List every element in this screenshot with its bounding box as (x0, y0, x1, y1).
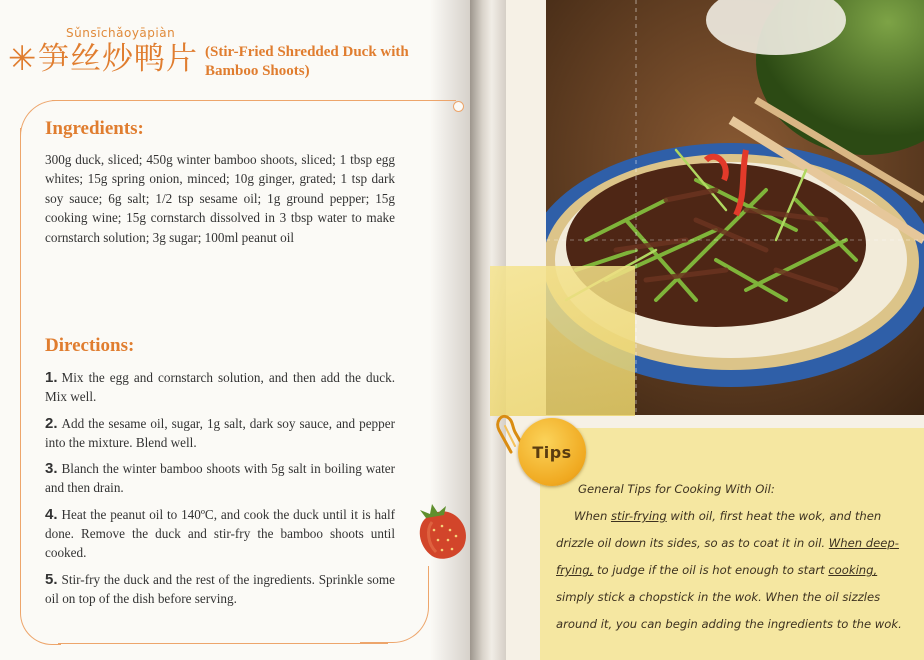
step-number: 2. (45, 414, 58, 432)
tips-text (556, 476, 912, 638)
step-number: 4. (45, 505, 58, 523)
recipe-title-english: (Stir-Fried Shredded Duck with Bamboo Shoots) (205, 44, 409, 79)
step-text: Mix the egg and cornstarch solution, and then add the duck. Mix well. (45, 370, 395, 405)
step-text: Stir-fry the duck and the rest of the ingredients. Sprinkle some oil on top of the dish before serving. (45, 571, 395, 606)
direction-step (45, 459, 395, 498)
step-number: 3. (45, 460, 58, 478)
direction-step (45, 414, 395, 453)
frame-bottom-line (58, 643, 388, 644)
tips-paragraph-2 (556, 536, 902, 631)
tips-text-segment: with oil, first heat the wok, and then drizzle oil down its sides, so as to coat it in oil. (556, 509, 882, 550)
tips-text-segment: cooking, (828, 563, 878, 577)
tips-text-segment: stir-frying (610, 509, 667, 523)
ingredients-list: 300g duck, sliced; 450g winter bamboo shoots, sliced; 1 tbsp egg whites; 15g spring onion, minced; 10g ginger, grated; 1 tsp dark soy sauce; 6g salt; 1/2 tsp sesame oil; 1g ground pepper; 15g cooking wine; 15g cornstarch dissolved in 3 tbsp water to make cornstarch solution; 3g sugar; 100ml peanut oil (45, 152, 395, 245)
direction-step (45, 505, 395, 563)
directions-heading: Directions: (45, 335, 135, 356)
frame-top-line (52, 100, 456, 101)
recipe-pinyin: Sǔnsīchǎoyāpiàn (66, 26, 176, 40)
step-text: Heat the peanut oil to 140ºC, and cook the duck until it is half done. Remove the duck and stir-fry the bamboo shoots until cooked. (45, 506, 395, 561)
step-text: Add the sesame oil, sugar, 1g salt, dark soy sauce, and pepper into the mixture. Blend well. (45, 415, 395, 450)
tips-text-segment: simply stick a chopstick in the wok. When the oil sizzles around it, you can begin adding the ingredients to the wok. (556, 590, 902, 631)
recipe-title-chinese: 笋丝炒鸭片 (38, 41, 198, 77)
star-icon: ✳ (8, 39, 37, 79)
yellow-overlay (490, 266, 635, 416)
step-text: Blanch the winter bamboo shoots with 5g salt in boiling water and then drain. (45, 461, 395, 496)
tips-text-segment: to judge if the oil is hot enough to start (593, 563, 829, 577)
directions-list (45, 368, 395, 615)
frame-ornament (453, 101, 464, 112)
step-number: 1. (45, 369, 58, 386)
direction-step (45, 570, 395, 609)
direction-step (45, 368, 395, 407)
tips-text-segment: When deep-frying, (556, 536, 899, 577)
ingredients-heading: Ingredients: (45, 118, 144, 139)
tips-heading: General Tips for Cooking With Oil: (578, 482, 775, 496)
step-number: 5. (45, 570, 58, 588)
tips-badge-label: Tips (532, 442, 572, 462)
strawberry-icon (412, 500, 472, 564)
tips-text-segment: When (574, 509, 611, 523)
